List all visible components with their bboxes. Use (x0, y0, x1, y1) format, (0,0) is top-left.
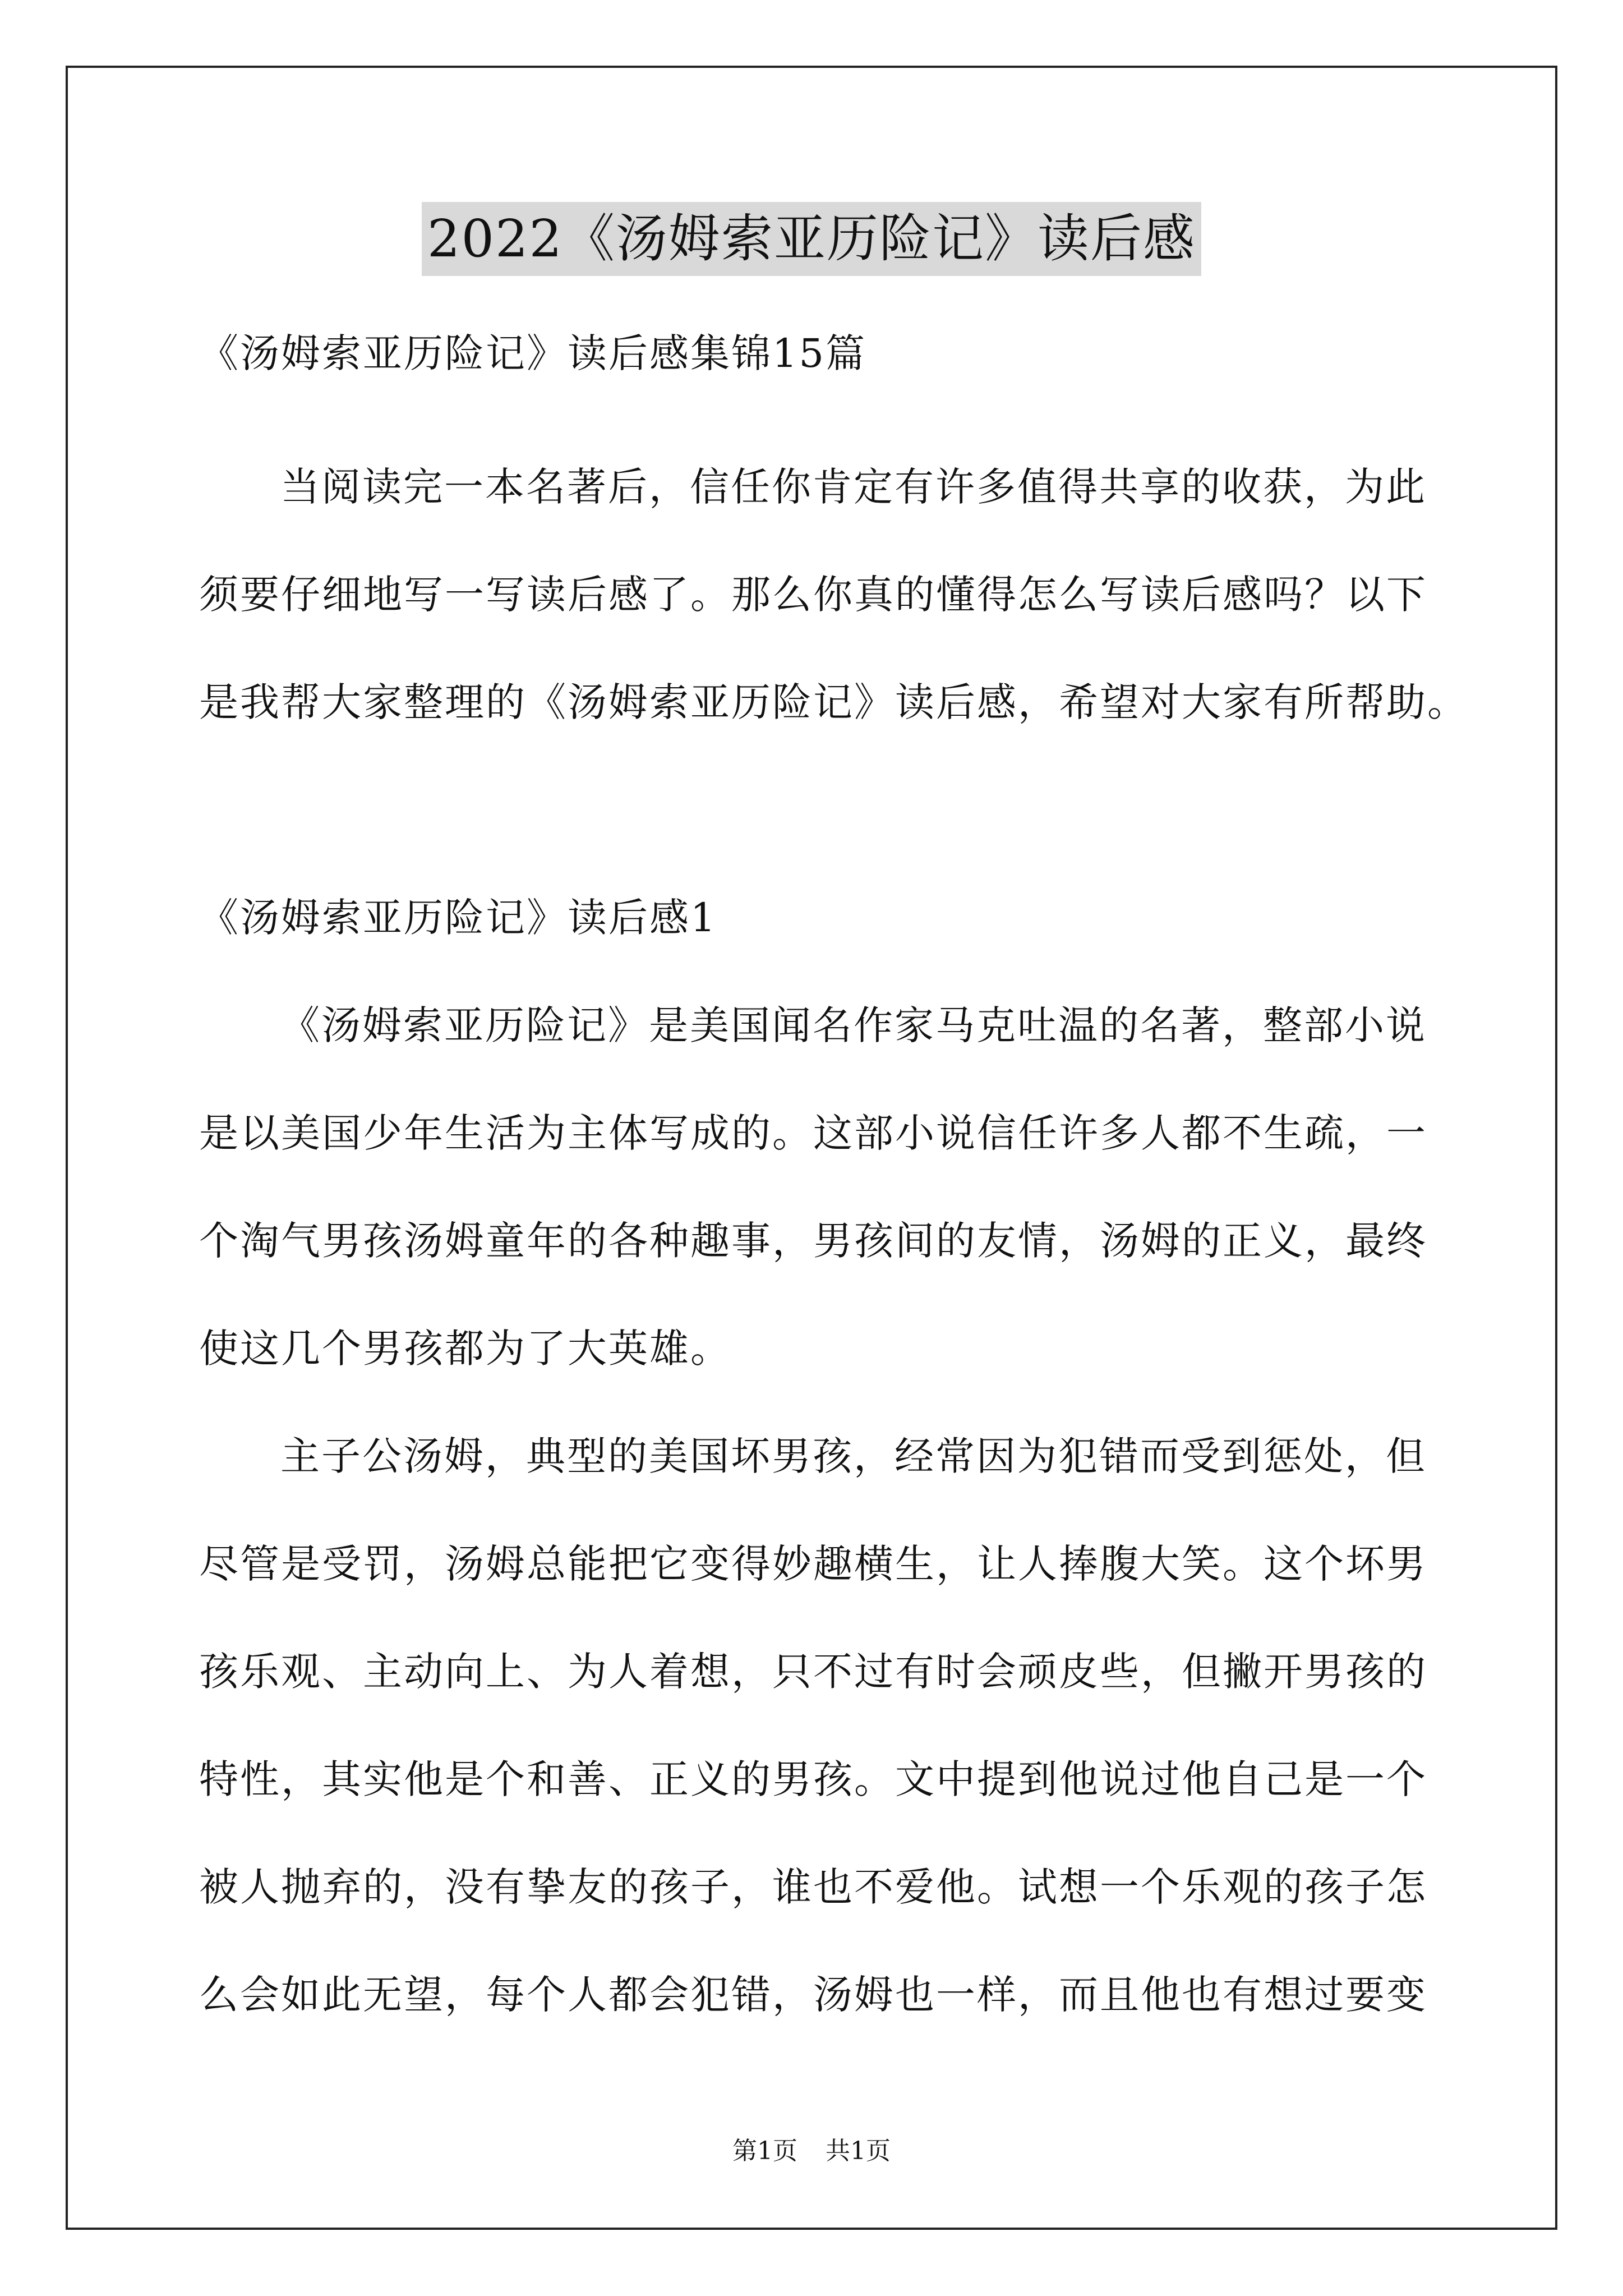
intro-line: 当阅读完一本名著后，信任你肯定有许多值得共享的收获，为此 (280, 464, 1427, 510)
document-subtitle: 《汤姆索亚历险记》读后感集锦15篇 (199, 330, 867, 376)
intro-line: 是我帮大家整理的《汤姆索亚历险记》读后感，希望对大家有所帮助。 (199, 679, 1468, 725)
page-footer (0, 2134, 1623, 2168)
paragraph1-line: 使这几个男孩都为了大英雄。 (199, 1326, 731, 1372)
paragraph1-line: 《汤姆索亚历险记》是美国闻名作家马克吐温的名著，整部小说 (280, 1002, 1427, 1048)
intro-line: 须要仔细地写一写读后感了。那么你真的懂得怎么写读后感吗？以下 (199, 572, 1427, 618)
paragraph2-line: 么会如此无望，每个人都会犯错，汤姆也一样，而且他也有想过要变 (199, 1972, 1427, 2018)
section-heading: 《汤姆索亚历险记》读后感1 (199, 895, 717, 941)
paragraph2-line: 尽管是受罚，汤姆总能把它变得妙趣横生，让人捧腹大笑。这个坏男 (199, 1541, 1427, 1587)
paragraph1-line: 个淘气男孩汤姆童年的各种趣事，男孩间的友情，汤姆的正义，最终 (199, 1218, 1427, 1264)
document-title-wrap (0, 202, 1623, 276)
paragraph2-line: 特性，其实他是个和善、正义的男孩。文中提到他说过他自己是一个 (199, 1756, 1427, 1802)
paragraph2-line: 被人抛弃的，没有挚友的孩子，谁也不爱他。试想一个乐观的孩子怎 (199, 1864, 1427, 1910)
paragraph1-line: 是以美国少年生活为主体写成的。这部小说信任许多人都不生疏，一 (199, 1110, 1427, 1156)
paragraph2-line: 主子公汤姆，典型的美国坏男孩，经常因为犯错而受到惩处，但 (280, 1433, 1427, 1479)
document-title: 2022《汤姆索亚历险记》读后感 (422, 202, 1201, 276)
page-total: 共1页 (826, 2137, 891, 2165)
page-number: 第1页 (732, 2137, 797, 2165)
paragraph2-line: 孩乐观、主动向上、为人着想，只不过有时会顽皮些，但撇开男孩的 (199, 1649, 1427, 1695)
